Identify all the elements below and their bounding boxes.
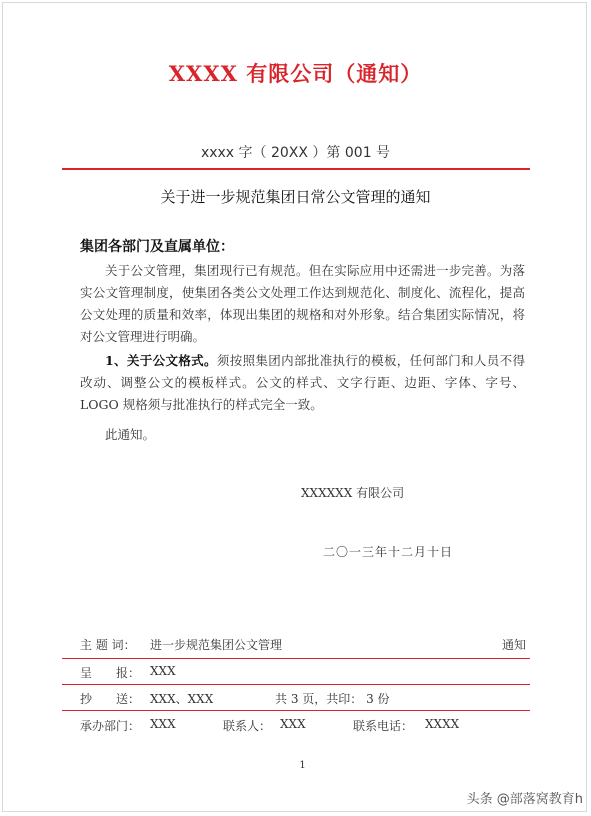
report-label: 呈 报： xyxy=(80,666,141,680)
addressee: 集团各部门及直属单位： xyxy=(80,239,234,255)
section-body-format: 须按照集团内部批准执行的模板，任何部门和人员不得改动、调整公文的模板样式。公文的样式、文字行距、边距、字体、字号、LOGO 规格须与批准执行的样式完全一致。 xyxy=(80,353,525,412)
copy-value: XXX、XXX xyxy=(150,692,214,706)
dept-label: 承办部门： xyxy=(80,719,141,733)
page-number: 1 xyxy=(299,760,306,771)
signing-company: XXXXXX 有限公司 xyxy=(301,486,405,500)
copy-label: 抄 送： xyxy=(80,692,141,706)
red-header-rule xyxy=(62,168,530,170)
document-number: xxxx 字（ 20XX ）第 001 号 xyxy=(200,145,391,161)
signing-date: 二〇一三年十二月十日 xyxy=(323,545,454,559)
footer-rule-1 xyxy=(62,658,530,659)
footer-rule-3 xyxy=(62,710,530,711)
subject-value: 进一步规范集团公文管理 xyxy=(150,638,283,652)
source-watermark: 头条 @部落窝教育h xyxy=(466,792,583,807)
dept-value: XXX xyxy=(150,717,176,731)
contact-label: 联系人： xyxy=(223,719,272,733)
phone-label: 联系电话： xyxy=(353,719,414,733)
body-paragraph-closing: 此通知。 xyxy=(105,427,156,442)
phone-value: XXXX xyxy=(425,717,460,731)
copy-pages: 共 3 页，共印： 3 份 xyxy=(275,692,390,706)
report-value: XXX xyxy=(150,664,176,678)
subject-label: 主 题 词： xyxy=(80,638,136,652)
subject-type: 通知 xyxy=(501,638,526,652)
section-heading-format: 1、关于公文格式。 xyxy=(105,353,217,368)
body-paragraph-2 xyxy=(80,350,525,416)
contact-value: XXX xyxy=(280,717,306,731)
footer-rule-2 xyxy=(62,684,530,685)
body-paragraph-1: 关于公文管理，集团现行已有规范。但在实际应用中还需进一步完善。为落实公文管理制度，使集团各类公文处理工作达到规范化、制度化、流程化，提高公文处理的质量和效率，体现出集团的规格和对外形象。结合集团实际情况，将对公文管理进行明确。 xyxy=(80,263,525,344)
company-header-title: XXXX 有限公司（通知） xyxy=(168,61,423,86)
document-title: 关于进一步规范集团日常公文管理的通知 xyxy=(160,188,431,206)
